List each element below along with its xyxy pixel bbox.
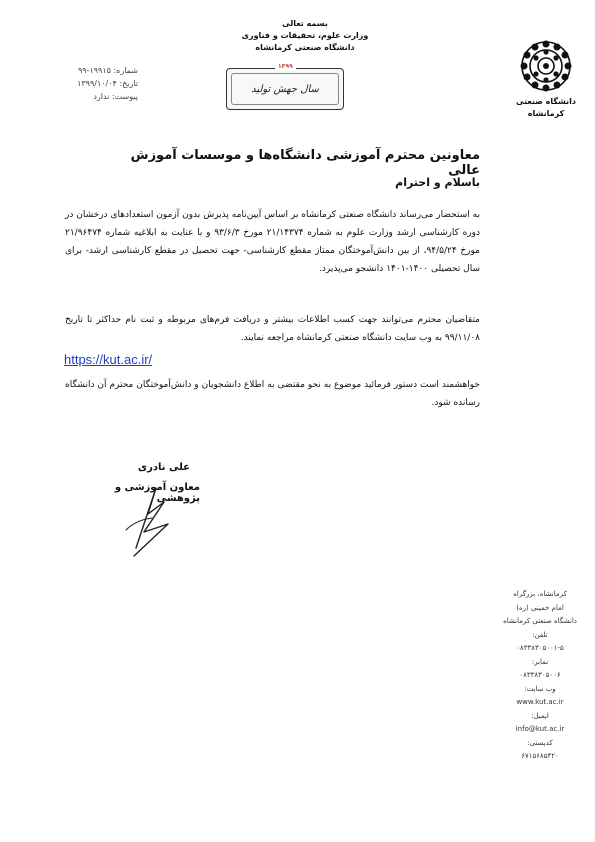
letter-paragraph-3: خواهشمند است دستور فرمائید موضوع به نحو مقتضی به اطلاع دانشجویان و دانش‌آموختگان محترم آن دانشگاه رسانده شود. — [65, 380, 480, 408]
postal-code-label: کدپستی: — [527, 738, 553, 747]
ministry-name: وزارت علوم، تحقیقات و فناوری — [241, 31, 369, 40]
letter-paragraph-1: به استحضار می‌رساند دانشگاه صنعتی کرمانشاه بر اساس آیین‌نامه پذیرش بدون آزمون استعدادهای درخشان در دوره کارشناسی ارشد وزارت علوم به شماره ۲۱/۱۴۳۷۴ مورخ ۹۳/۶/۳ و با عنایت به ابلاغیه شماره ۲۱/۹۶۴۷۴ مورخ ۹۴/۵/۲۴، از بین دانش‌آموختگان ممتاز مقطع کارشناسی- جهت تحصیل در مقطع کارشناسی ارشد- برای سال تحصیلی ۱۴۰۰-۱۴۰۱ دانشجو می‌پذیرد. — [65, 210, 480, 274]
letter-paragraph-2: متقاضیان محترم می‌توانند جهت کسب اطلاعات بیشتر و دریافت فرم‌های مربوطه و ثبت نام حداکثر تا تاریخ ۹۹/۱۱/۰۸ به وب سایت دانشگاه صنعتی کرمانشاه مراجعه نمایند. — [65, 315, 480, 343]
logo-caption — [500, 96, 592, 120]
email-label: ایمیل: — [531, 711, 549, 720]
logo-caption-line1: دانشگاه صنعتی — [515, 97, 577, 106]
letter-meta — [58, 64, 138, 103]
website-label: وب سایت: — [524, 684, 556, 693]
letter-attachment: پیوست: ندارد — [93, 92, 138, 101]
university-emblem-icon — [510, 38, 582, 94]
slogan-text: سال جهش تولید — [251, 83, 319, 95]
fax-value: ۰۸۳۳۸۳۰۵۰۰۶ — [519, 671, 561, 679]
slogan-banner — [226, 63, 344, 110]
fax-label: نمابر: — [531, 657, 549, 666]
email-value: info@kut.ac.ir — [515, 725, 565, 733]
signer-name: علی نادری — [137, 462, 190, 473]
letterhead-header — [190, 18, 420, 54]
letter-date: تاریخ: ۱۳۹۹/۱۰/۰۴ — [77, 79, 138, 88]
signer-title: معاون آموزشی و پژوهشی — [114, 482, 200, 504]
address-line: دانشگاه صنعتی کرمانشاه — [503, 617, 577, 625]
university-name: دانشگاه صنعتی کرمانشاه — [255, 43, 355, 52]
postal-code-value: ۶۷۱۵۶۸۵۴۲۰ — [521, 752, 559, 760]
address-line: امام خمینی (ره) — [516, 603, 564, 612]
website-value: www.kut.ac.ir — [516, 698, 564, 706]
contact-info — [490, 588, 590, 764]
handwritten-signature — [96, 470, 186, 560]
phone-value: ۰۸۳۳۸۳۰۵۰۰۱-۵ — [516, 644, 564, 652]
letter-recipient-title: معاونین محترم آموزشی دانشگاه‌ها و موسسات آموزش عالی — [130, 148, 480, 178]
logo-caption-line2: کرمانشاه — [527, 109, 565, 118]
address-line: کرمانشاه، بزرگراه — [513, 590, 567, 598]
slogan-number: ۱۳۹۹ — [275, 63, 296, 70]
bismillah: بسمه تعالی — [282, 19, 328, 28]
phone-label: تلفن: — [532, 630, 548, 639]
letter-number: شماره: ۱۹۹۱۵-۹۹ — [77, 66, 138, 75]
letter-greeting: باسلام و احترام — [395, 176, 480, 189]
website-link[interactable]: https://kut.ac.ir/ — [64, 352, 153, 367]
